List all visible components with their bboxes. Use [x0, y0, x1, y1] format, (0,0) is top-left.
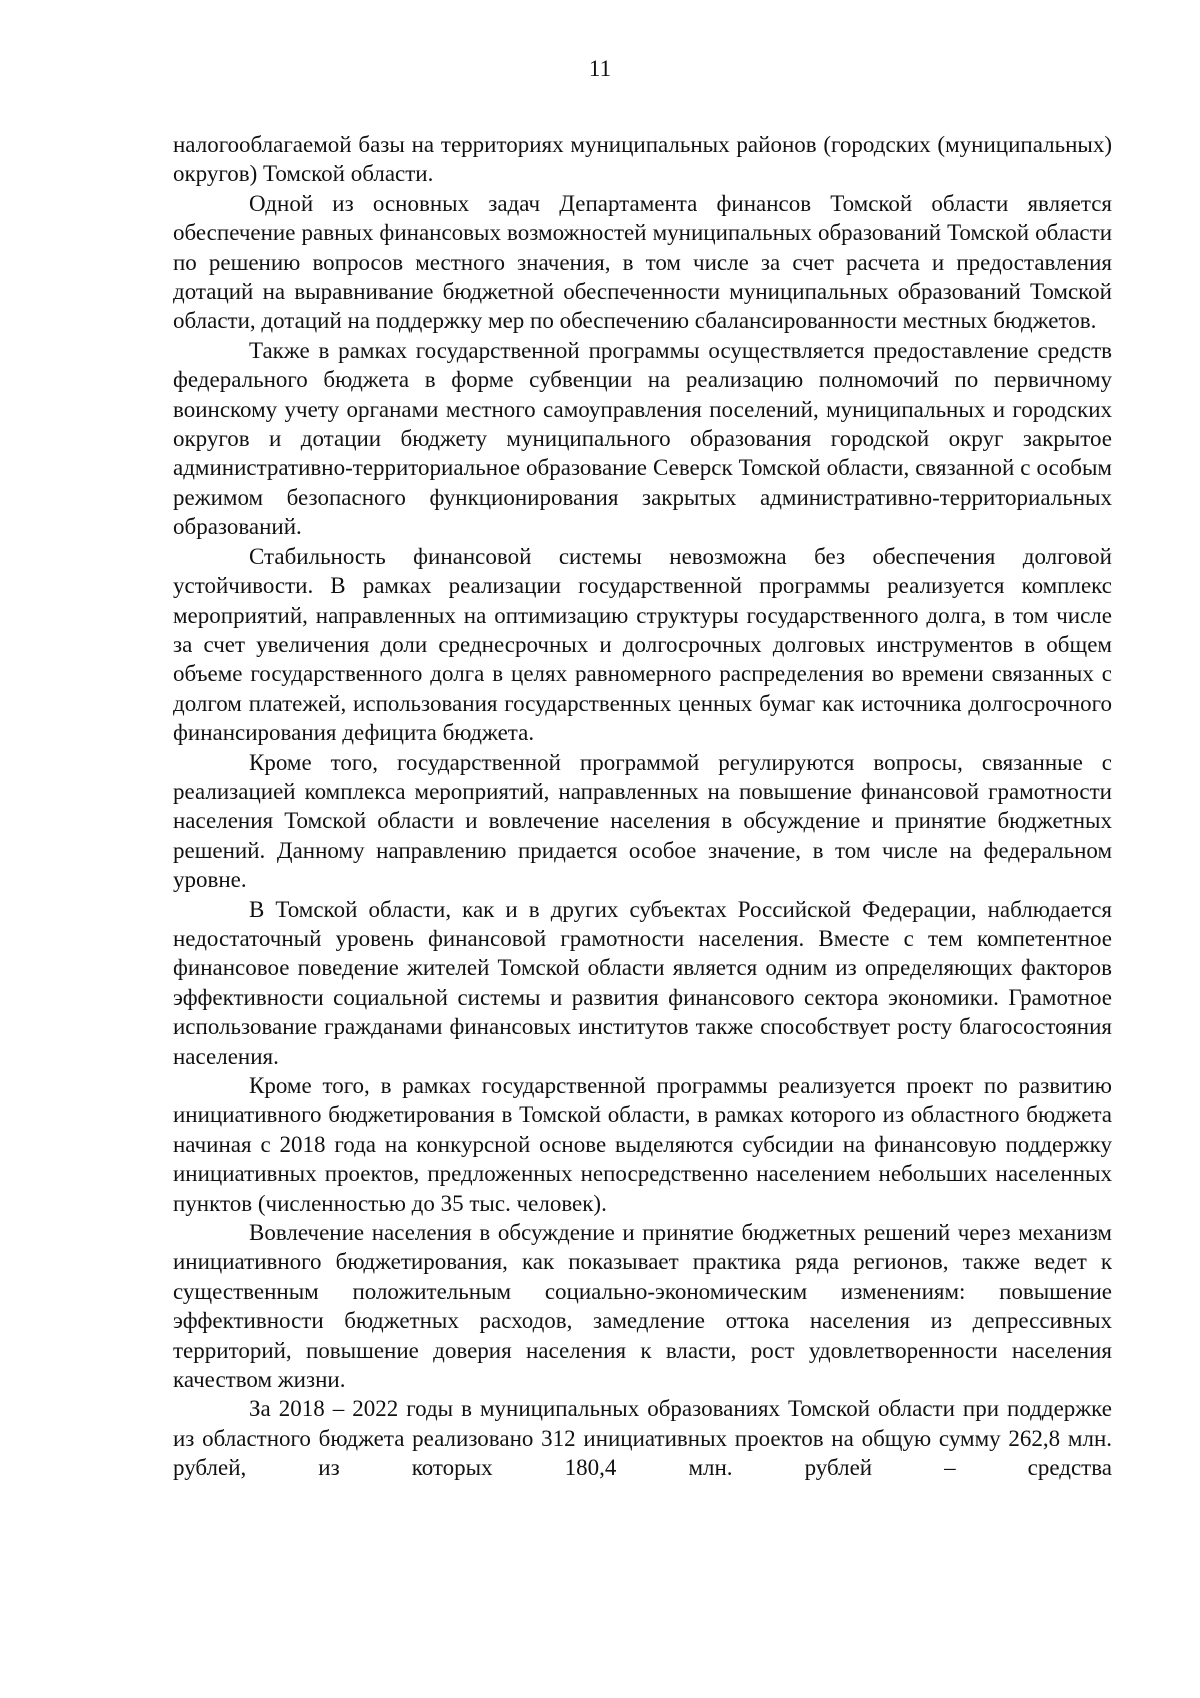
document-body	[173, 130, 1112, 1483]
paragraph-initiative-budgeting-benefits: Вовлечение населения в обсуждение и принятие бюджетных решений через механизм инициативного бюджетирования, как показывает практика ряда регионов, также ведет к существенным положительным социально-экономическим изменениям: повышение эффективности бюджетных расходов, замедление оттока населения из депрессивных территорий, повышение доверия населения к власти, рост удовлетворенности населения качеством жизни.	[173, 1220, 1112, 1393]
page-number: 11	[588, 56, 612, 81]
paragraph-initiative-budgeting-project: Кроме того, в рамках государственной программы реализуется проект по развитию инициативного бюджетирования в Томской области, в рамках которого из областного бюджета начиная с 2018 года на конкурсной основе выделяются субсидии на финансовую поддержку инициативных проектов, предложенных непосредственно населением небольших населенных пунктов (численностью до 35 тыс. человек).	[173, 1073, 1112, 1216]
paragraph-finance-department-tasks: Одной из основных задач Департамента финансов Томской области является обеспечение равных финансовых возможностей муниципальных образований Томской области по решению вопросов местного значения, в том числе за счет расчета и предоставления дотаций на выравнивание бюджетной обеспеченности муниципальных образований Томской области, дотаций на поддержку мер по обеспечению сбалансированности местных бюджетов.	[173, 190, 1112, 334]
paragraph-financial-literacy-program: Кроме того, государственной программой регулируются вопросы, связанные с реализацией комплекса мероприятий, направленных на повышение финансовой грамотности населения Томской области и вовлечение населения в обсуждение и принятие бюджетных решений. Данному направлению придается особое значение, в том числе на федеральном уровне.	[173, 749, 1112, 893]
paragraph-continuation: налогооблагаемой базы на территориях муниципальных районов (городских (муниципальных) округов) Томской области.	[173, 132, 1112, 187]
paragraph-federal-subventions: Также в рамках государственной программы осуществляется предоставление средств федерального бюджета в форме субвенции на реализацию полномочий по первичному воинскому учету органами местного самоуправления поселений, муниципальных и городских округов и дотации бюджету муниципального образования городской округ закрытое административно-территориальное образование Северск Томской области, связанной с особым режимом безопасного функционирования закрытых административно-территориальных образований.	[173, 337, 1112, 540]
paragraph-initiative-projects-results: За 2018 – 2022 годы в муниципальных образованиях Томской области при поддержке из областного бюджета реализовано 312 инициативных проектов на общую сумму 262,8 млн. рублей, из которых 180,4 млн. рублей – средства	[173, 1396, 1112, 1481]
paragraph-debt-stability: Стабильность финансовой системы невозможна без обеспечения долговой устойчивости. В рамках реализации государственной программы реализуется комплекс мероприятий, направленных на оптимизацию структуры государственного долга, в том числе за счет увеличения доли среднесрочных и долгосрочных долговых инструментов в общем объеме государственного долга в целях равномерного распределения во времени связанных с долгом платежей, использования государственных ценных бумаг как источника долгосрочного финансирования дефицита бюджета.	[173, 543, 1112, 746]
paragraph-financial-literacy-level: В Томской области, как и в других субъектах Российской Федерации, наблюдается недостаточный уровень финансовой грамотности населения. Вместе с тем компетентное финансовое поведение жителей Томской области является одним из определяющих факторов эффективности социальной системы и развития финансового сектора экономики. Грамотное использование гражданами финансовых институтов также способствует росту благосостояния населения.	[173, 896, 1112, 1069]
